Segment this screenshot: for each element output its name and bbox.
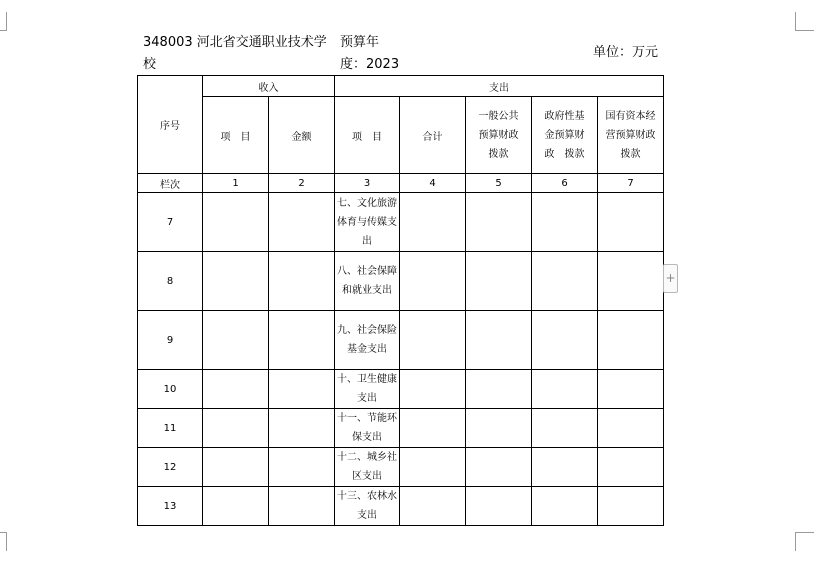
lanci-7: 7 <box>598 174 664 193</box>
table-row <box>138 448 664 487</box>
expense-item-cell: 十、卫生健康支出 <box>335 370 400 409</box>
state-capital-cell[interactable] <box>598 311 664 370</box>
total-cell[interactable] <box>400 252 466 311</box>
income-item-cell[interactable] <box>203 448 269 487</box>
income-amount-cell[interactable] <box>269 193 335 252</box>
col-general-budget: 一般公共预算财政拨款 <box>466 97 532 174</box>
row-number: 13 <box>138 487 203 526</box>
add-row-button[interactable]: + <box>663 264 678 293</box>
gov-fund-cell[interactable] <box>532 193 598 252</box>
gov-fund-cell[interactable] <box>532 487 598 526</box>
state-capital-cell[interactable] <box>598 487 664 526</box>
state-capital-cell[interactable] <box>598 409 664 448</box>
group-expense: 支出 <box>335 76 664 97</box>
budget-table <box>137 75 664 526</box>
income-item-cell[interactable] <box>203 311 269 370</box>
gov-fund-cell[interactable] <box>532 448 598 487</box>
income-amount-cell[interactable] <box>269 311 335 370</box>
col-item-expense: 项 目 <box>335 97 400 174</box>
total-cell[interactable] <box>400 311 466 370</box>
general-budget-cell[interactable] <box>466 252 532 311</box>
row-number: 12 <box>138 448 203 487</box>
state-capital-cell[interactable] <box>598 193 664 252</box>
income-item-cell[interactable] <box>203 487 269 526</box>
gov-fund-cell[interactable] <box>532 409 598 448</box>
crop-mark-top-left <box>0 12 7 31</box>
crop-mark-top-right <box>795 12 814 31</box>
general-budget-cell[interactable] <box>466 409 532 448</box>
col-amount: 金额 <box>269 97 335 174</box>
expense-item-cell: 八、社会保障和就业支出 <box>335 252 400 311</box>
income-item-cell[interactable] <box>203 252 269 311</box>
row-number: 11 <box>138 409 203 448</box>
expense-item-cell: 七、文化旅游体育与传媒支出 <box>335 193 400 252</box>
gov-fund-cell[interactable] <box>532 370 598 409</box>
header-row-columns <box>138 97 664 174</box>
row-number: 9 <box>138 311 203 370</box>
col-item-income: 项 目 <box>203 97 269 174</box>
lanci-6: 6 <box>532 174 598 193</box>
col-gov-fund: 政府性基金预算财政 拨款 <box>532 97 598 174</box>
lanci-4: 4 <box>400 174 466 193</box>
group-income: 收入 <box>203 76 335 97</box>
total-cell[interactable] <box>400 448 466 487</box>
total-cell[interactable] <box>400 193 466 252</box>
income-amount-cell[interactable] <box>269 370 335 409</box>
total-cell[interactable] <box>400 409 466 448</box>
income-amount-cell[interactable] <box>269 252 335 311</box>
lanci-2: 2 <box>269 174 335 193</box>
general-budget-cell[interactable] <box>466 370 532 409</box>
lanci-label: 栏次 <box>138 174 203 193</box>
table-row <box>138 311 664 370</box>
expense-item-cell: 九、社会保险基金支出 <box>335 311 400 370</box>
header-row-groups <box>138 76 664 97</box>
income-item-cell[interactable] <box>203 193 269 252</box>
state-capital-cell[interactable] <box>598 252 664 311</box>
lanci-1: 1 <box>203 174 269 193</box>
state-capital-cell[interactable] <box>598 370 664 409</box>
gov-fund-cell[interactable] <box>532 252 598 311</box>
unit-label: 单位：万元 <box>593 45 659 60</box>
table-row <box>138 370 664 409</box>
expense-item-cell: 十三、农林水支出 <box>335 487 400 526</box>
general-budget-cell[interactable] <box>466 448 532 487</box>
expense-item-cell: 十一、节能环保支出 <box>335 409 400 448</box>
row-number: 10 <box>138 370 203 409</box>
income-amount-cell[interactable] <box>269 487 335 526</box>
income-item-cell[interactable] <box>203 370 269 409</box>
col-state-capital: 国有资本经营预算财政拨款 <box>598 97 664 174</box>
general-budget-cell[interactable] <box>466 311 532 370</box>
income-item-cell[interactable] <box>203 409 269 448</box>
gov-fund-cell[interactable] <box>532 311 598 370</box>
row-number: 7 <box>138 193 203 252</box>
budget-year: 预算年度：2023 <box>340 35 400 72</box>
income-amount-cell[interactable] <box>269 448 335 487</box>
lanci-5: 5 <box>466 174 532 193</box>
row-number: 8 <box>138 252 203 311</box>
state-capital-cell[interactable] <box>598 448 664 487</box>
total-cell[interactable] <box>400 370 466 409</box>
col-total: 合计 <box>400 97 466 174</box>
lanci-row <box>138 174 664 193</box>
lanci-3: 3 <box>335 174 400 193</box>
general-budget-cell[interactable] <box>466 193 532 252</box>
total-cell[interactable] <box>400 487 466 526</box>
table-row <box>138 252 664 311</box>
organization-title: 348003 河北省交通职业技术学校 <box>143 35 327 72</box>
crop-mark-bottom-left <box>0 532 7 551</box>
crop-mark-bottom-right <box>795 532 814 551</box>
table-row <box>138 487 664 526</box>
income-amount-cell[interactable] <box>269 409 335 448</box>
general-budget-cell[interactable] <box>466 487 532 526</box>
table-row <box>138 409 664 448</box>
expense-item-cell: 十二、城乡社区支出 <box>335 448 400 487</box>
col-serial: 序号 <box>138 76 203 174</box>
table-row <box>138 193 664 252</box>
